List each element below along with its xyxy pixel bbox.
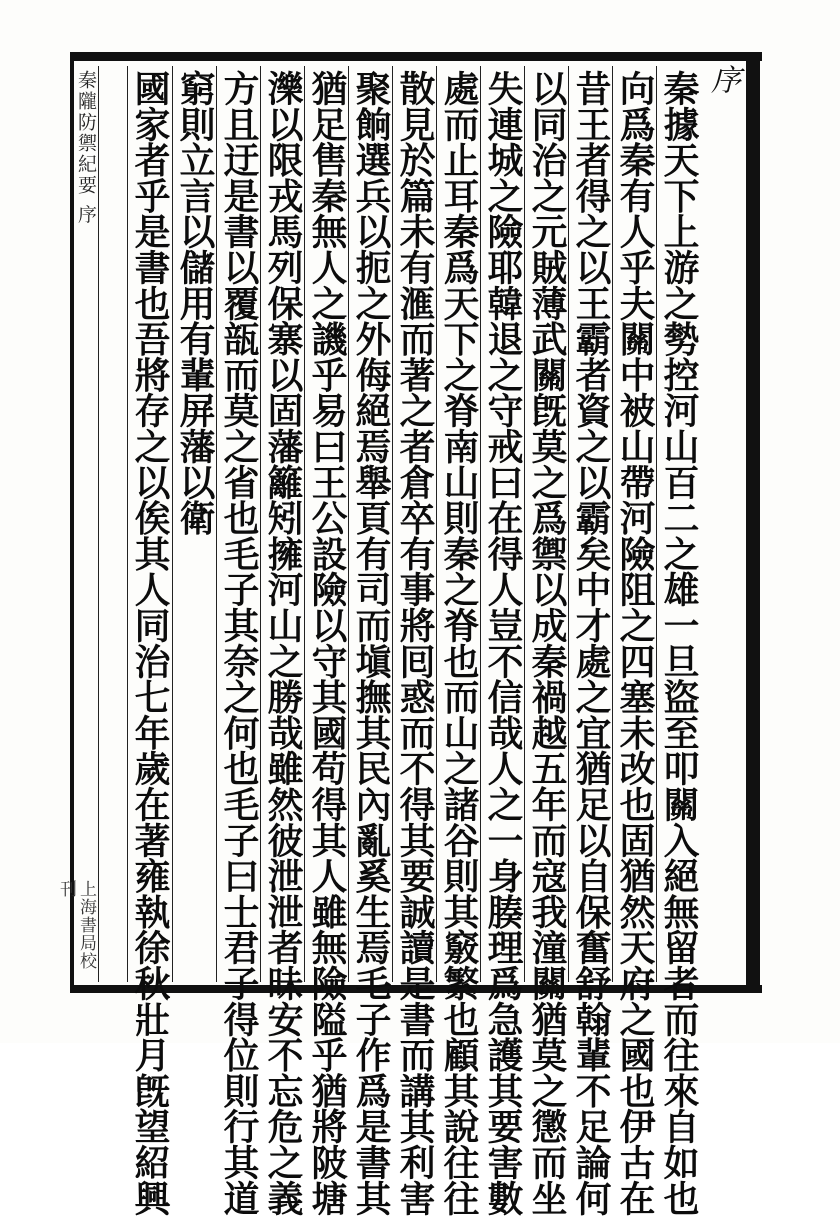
- text-column-5: [480, 66, 524, 1216]
- column-text: 散見於篇未有滙而著之者倉卒有事將囘惑而不得其要誠讀是書而講其利害: [394, 70, 436, 1216]
- column-text: 向爲秦有人乎夫關中被山帶河險阻之四塞未改也固猶然天府之國也伊古在: [614, 70, 656, 1216]
- spine-publisher: 上海書局校刊: [56, 880, 96, 970]
- column-text: 昔王者得之以王霸者資之以霸矣中才處之宜猶足以自保奮舒翰輩不足論何: [570, 70, 612, 1216]
- text-column-9: [304, 66, 348, 1216]
- left-border-rule: [70, 52, 74, 993]
- column-text: 濼以限戎馬列保寨以固藩籬矧擁河山之勝哉雖然彼泄泄者昧安不忘危之義: [262, 70, 304, 1216]
- column-text: 失連城之險耶韓退之守戒曰在得人豈不信哉人之一身腠理爲急護其要害數: [482, 70, 524, 1216]
- text-column-12: [172, 66, 216, 982]
- preface-heading: 序: [705, 64, 740, 94]
- column-text: 秦據天下上游之勢控河山百二之雄一旦盜至叩關入絕無留者而往來自如也: [658, 70, 700, 1216]
- text-column-11: [216, 66, 260, 1216]
- column-text: 國家者乎是書也吾將存之以俟其人同治七年歲在著雍執徐秋壯月旣望紹興: [129, 70, 171, 1216]
- column-text: 窮則立言以儲用有輩屏藩以衛: [174, 70, 216, 536]
- text-column-7: [392, 66, 436, 1216]
- text-column-3: [568, 66, 612, 1216]
- text-column-10: [260, 66, 304, 1216]
- column-text: 猶足售秦無人之譏乎易曰王公設險以守其國苟得其人雖無險隘乎猶將陂塘: [306, 70, 348, 1216]
- text-column-1: [656, 66, 700, 1216]
- column-text: 處而止耳秦爲天下之脊南山則秦之脊也而山之諸谷則其竅繁也顧其說往往: [438, 70, 480, 1216]
- text-column-8: [348, 66, 392, 1216]
- right-border-rule: [746, 52, 760, 993]
- column-text: 以同治之元賊薄武關旣莫之爲禦以成秦禍越五年而寇我潼關猶莫之懲而坐: [526, 70, 568, 1216]
- spine-column-divider: [98, 66, 128, 982]
- column-text: 聚餉選兵以扼之外侮絕焉舉頁有司而塡撫其民內亂奚生焉毛子作爲是書其: [350, 70, 392, 1216]
- text-column-13: [128, 66, 172, 1216]
- text-column-2: [612, 66, 656, 1216]
- text-column-6: [436, 66, 480, 1216]
- column-text: 方且迂是書以覆瓿而莫之省也毛子其奈之何也毛子曰士君子得位則行其道: [218, 70, 260, 1216]
- text-column-4: [524, 66, 568, 1216]
- top-border-rule: [70, 52, 762, 61]
- spine-title: 秦隴防禦紀要 序: [75, 70, 97, 226]
- spine-margin: [56, 62, 97, 984]
